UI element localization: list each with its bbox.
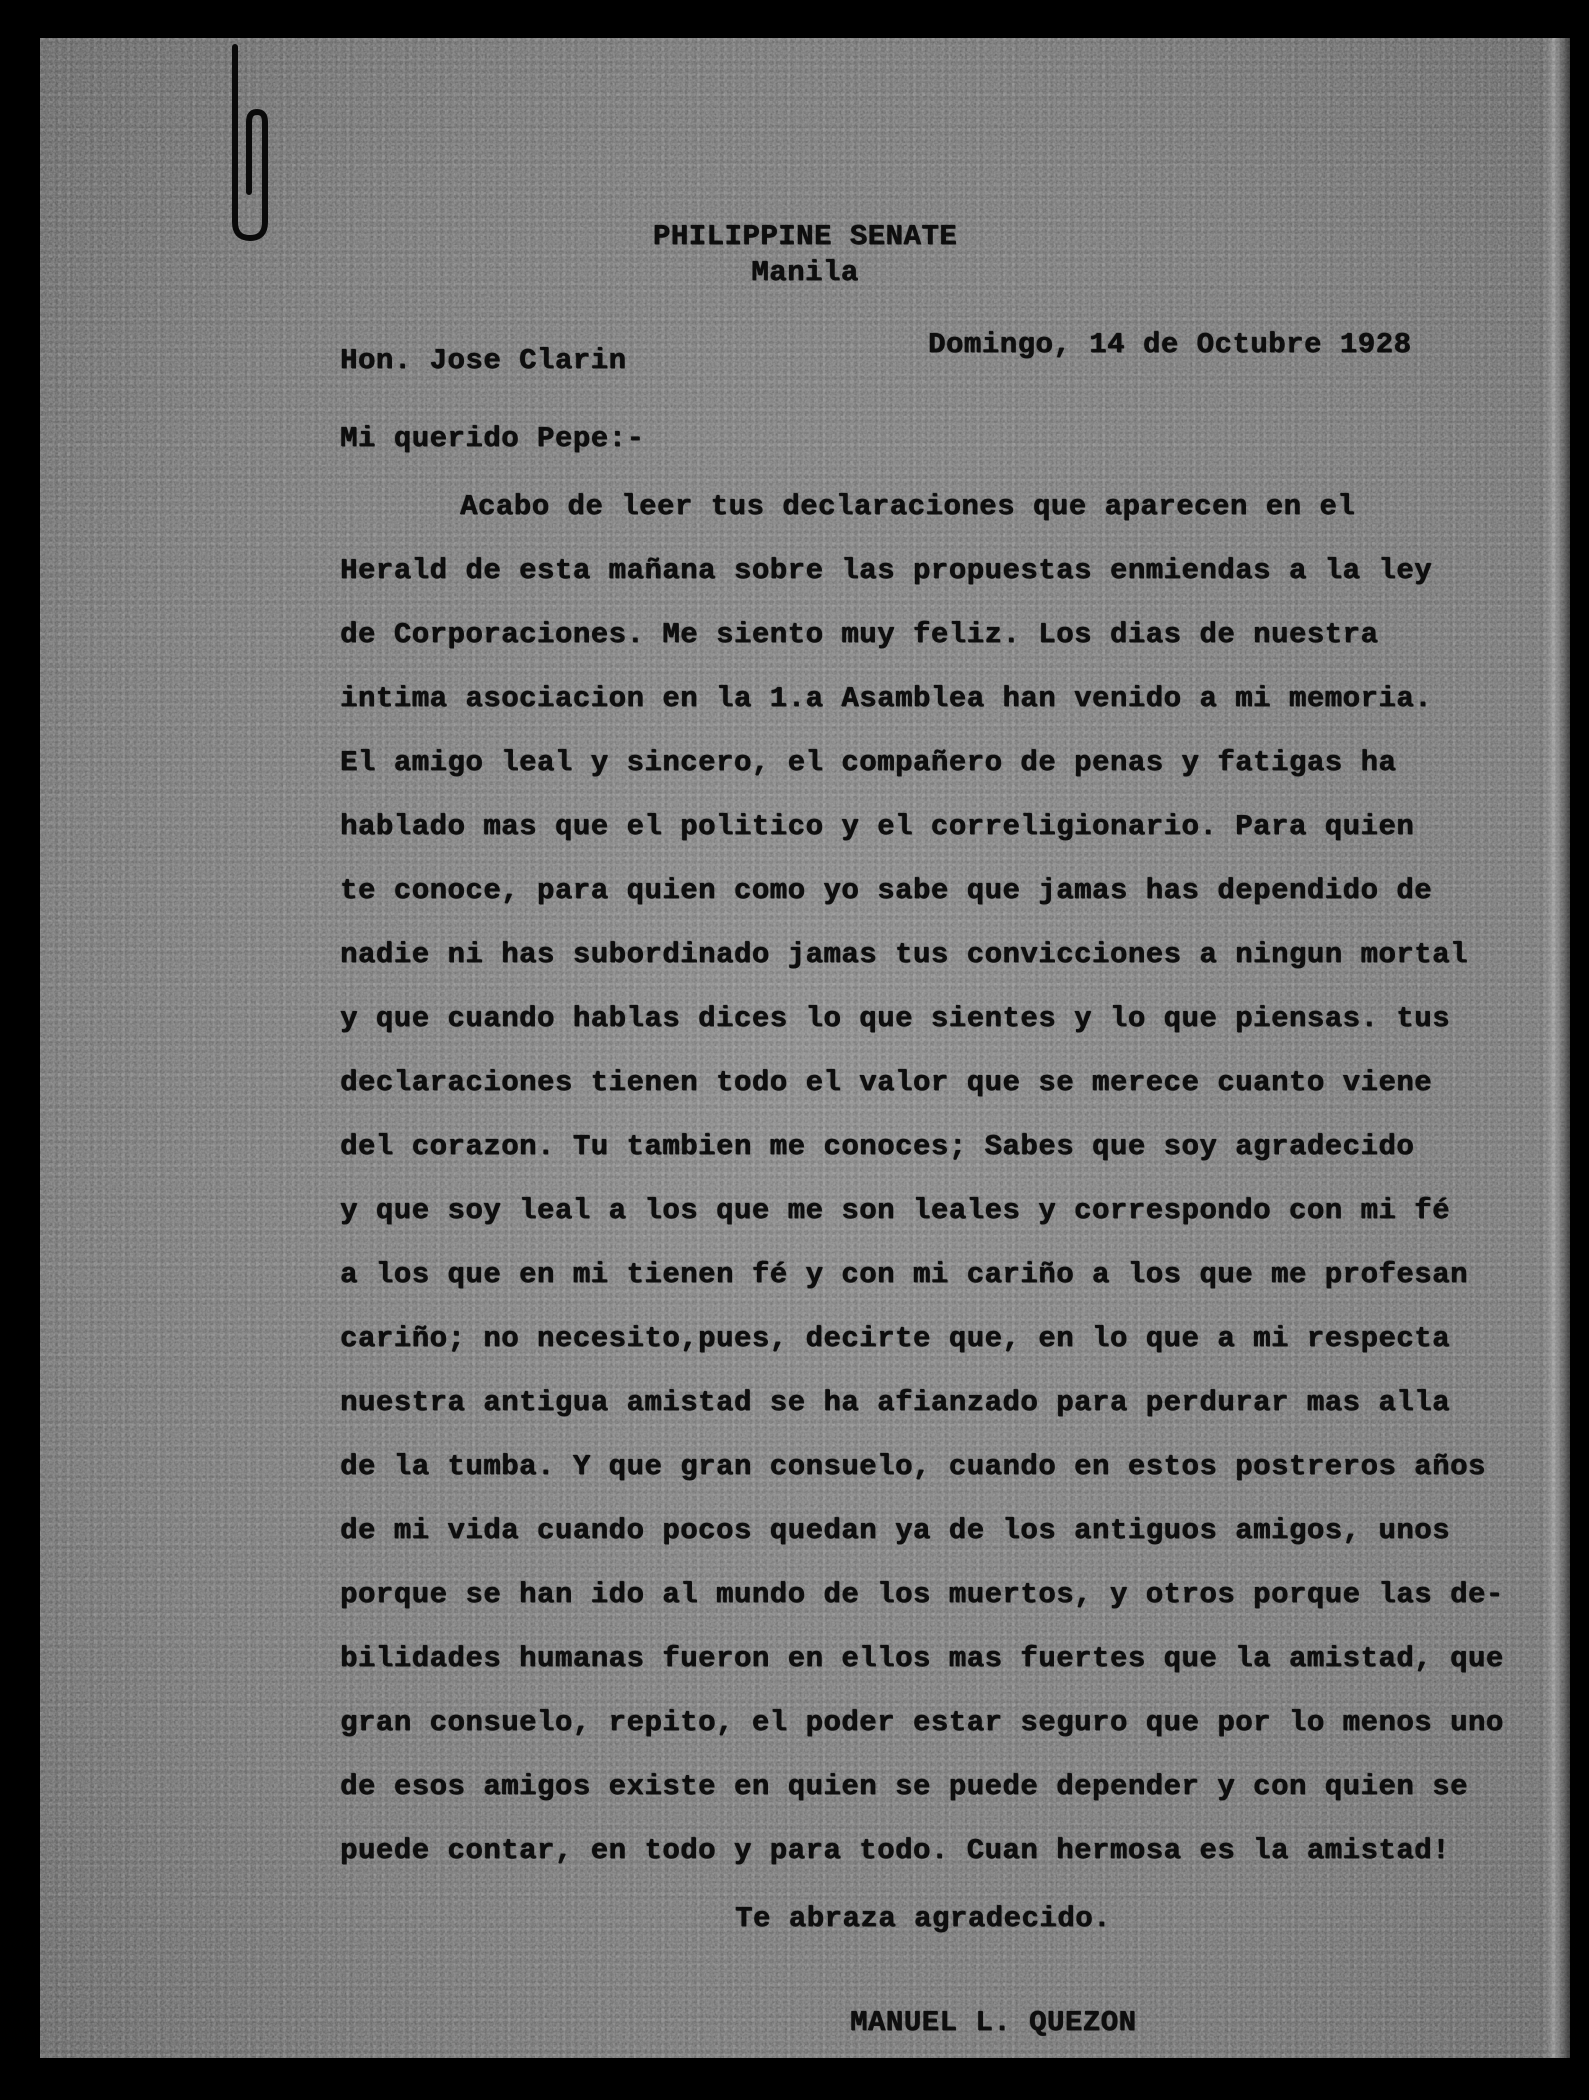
- body-line: y que cuando hablas dices lo que sientes y lo que piensas. tus: [340, 1002, 1450, 1035]
- body-line: intima asociacion en la 1.a Asamblea han venido a mi memoria.: [340, 682, 1433, 715]
- letterhead-organization: PHILIPPINE SENATE: [652, 220, 958, 253]
- body-line: puede contar, en todo y para todo. Cuan hermosa es la amistad!: [340, 1834, 1450, 1867]
- date-line: Domingo, 14 de Octubre 1928: [928, 328, 1412, 361]
- body-line: de Corporaciones. Me siento muy feliz. Los dias de nuestra: [340, 618, 1379, 651]
- body-line: declaraciones tienen todo el valor que se merece cuanto viene: [340, 1066, 1433, 1099]
- body-line: cariño; no necesito,pues, decirte que, en lo que a mi respecta: [340, 1322, 1450, 1355]
- body-line: te conoce, para quien como yo sabe que jamas has dependido de: [340, 874, 1433, 907]
- body-line: y que soy leal a los que me son leales y correspondo con mi fé: [340, 1194, 1450, 1227]
- body-line: bilidades humanas fueron en ellos mas fuertes que la amistad, que: [340, 1642, 1504, 1675]
- body-line: porque se han ido al mundo de los muertos, y otros porque las de-: [340, 1578, 1504, 1611]
- letterhead-city: Manila: [751, 256, 859, 289]
- body-line: de la tumba. Y que gran consuelo, cuando en estos postreros años: [340, 1450, 1486, 1483]
- letter-body: [40, 38, 1570, 2058]
- body-line: de mi vida cuando pocos quedan ya de los antiguos amigos, unos: [340, 1514, 1450, 1547]
- salutation: Mi querido Pepe:-: [340, 422, 645, 455]
- addressee: Hon. Jose Clarin: [340, 344, 627, 377]
- body-line: nuestra antigua amistad se ha afianzado para perdurar mas alla: [340, 1386, 1450, 1419]
- body-line: El amigo leal y sincero, el compañero de penas y fatigas ha: [340, 746, 1397, 779]
- document-page: [40, 38, 1570, 2058]
- body-line: de esos amigos existe en quien se puede depender y con quien se: [340, 1770, 1468, 1803]
- closing: Te abraza agradecido.: [735, 1902, 1111, 1935]
- body-line: del corazon. Tu tambien me conoces; Sabes que soy agradecido: [340, 1130, 1415, 1163]
- body-line: nadie ni has subordinado jamas tus convicciones a ningun mortal: [340, 938, 1468, 971]
- signature: MANUEL L. QUEZON: [850, 2006, 1137, 2039]
- body-line: gran consuelo, repito, el poder estar seguro que por lo menos uno: [340, 1706, 1504, 1739]
- body-line: a los que en mi tienen fé y con mi cariño a los que me profesan: [340, 1258, 1468, 1291]
- body-line: Acabo de leer tus declaraciones que aparecen en el: [460, 490, 1356, 523]
- body-line: hablado mas que el politico y el correligionario. Para quien: [340, 810, 1415, 843]
- body-line: Herald de esta mañana sobre las propuestas enmiendas a la ley: [340, 554, 1433, 587]
